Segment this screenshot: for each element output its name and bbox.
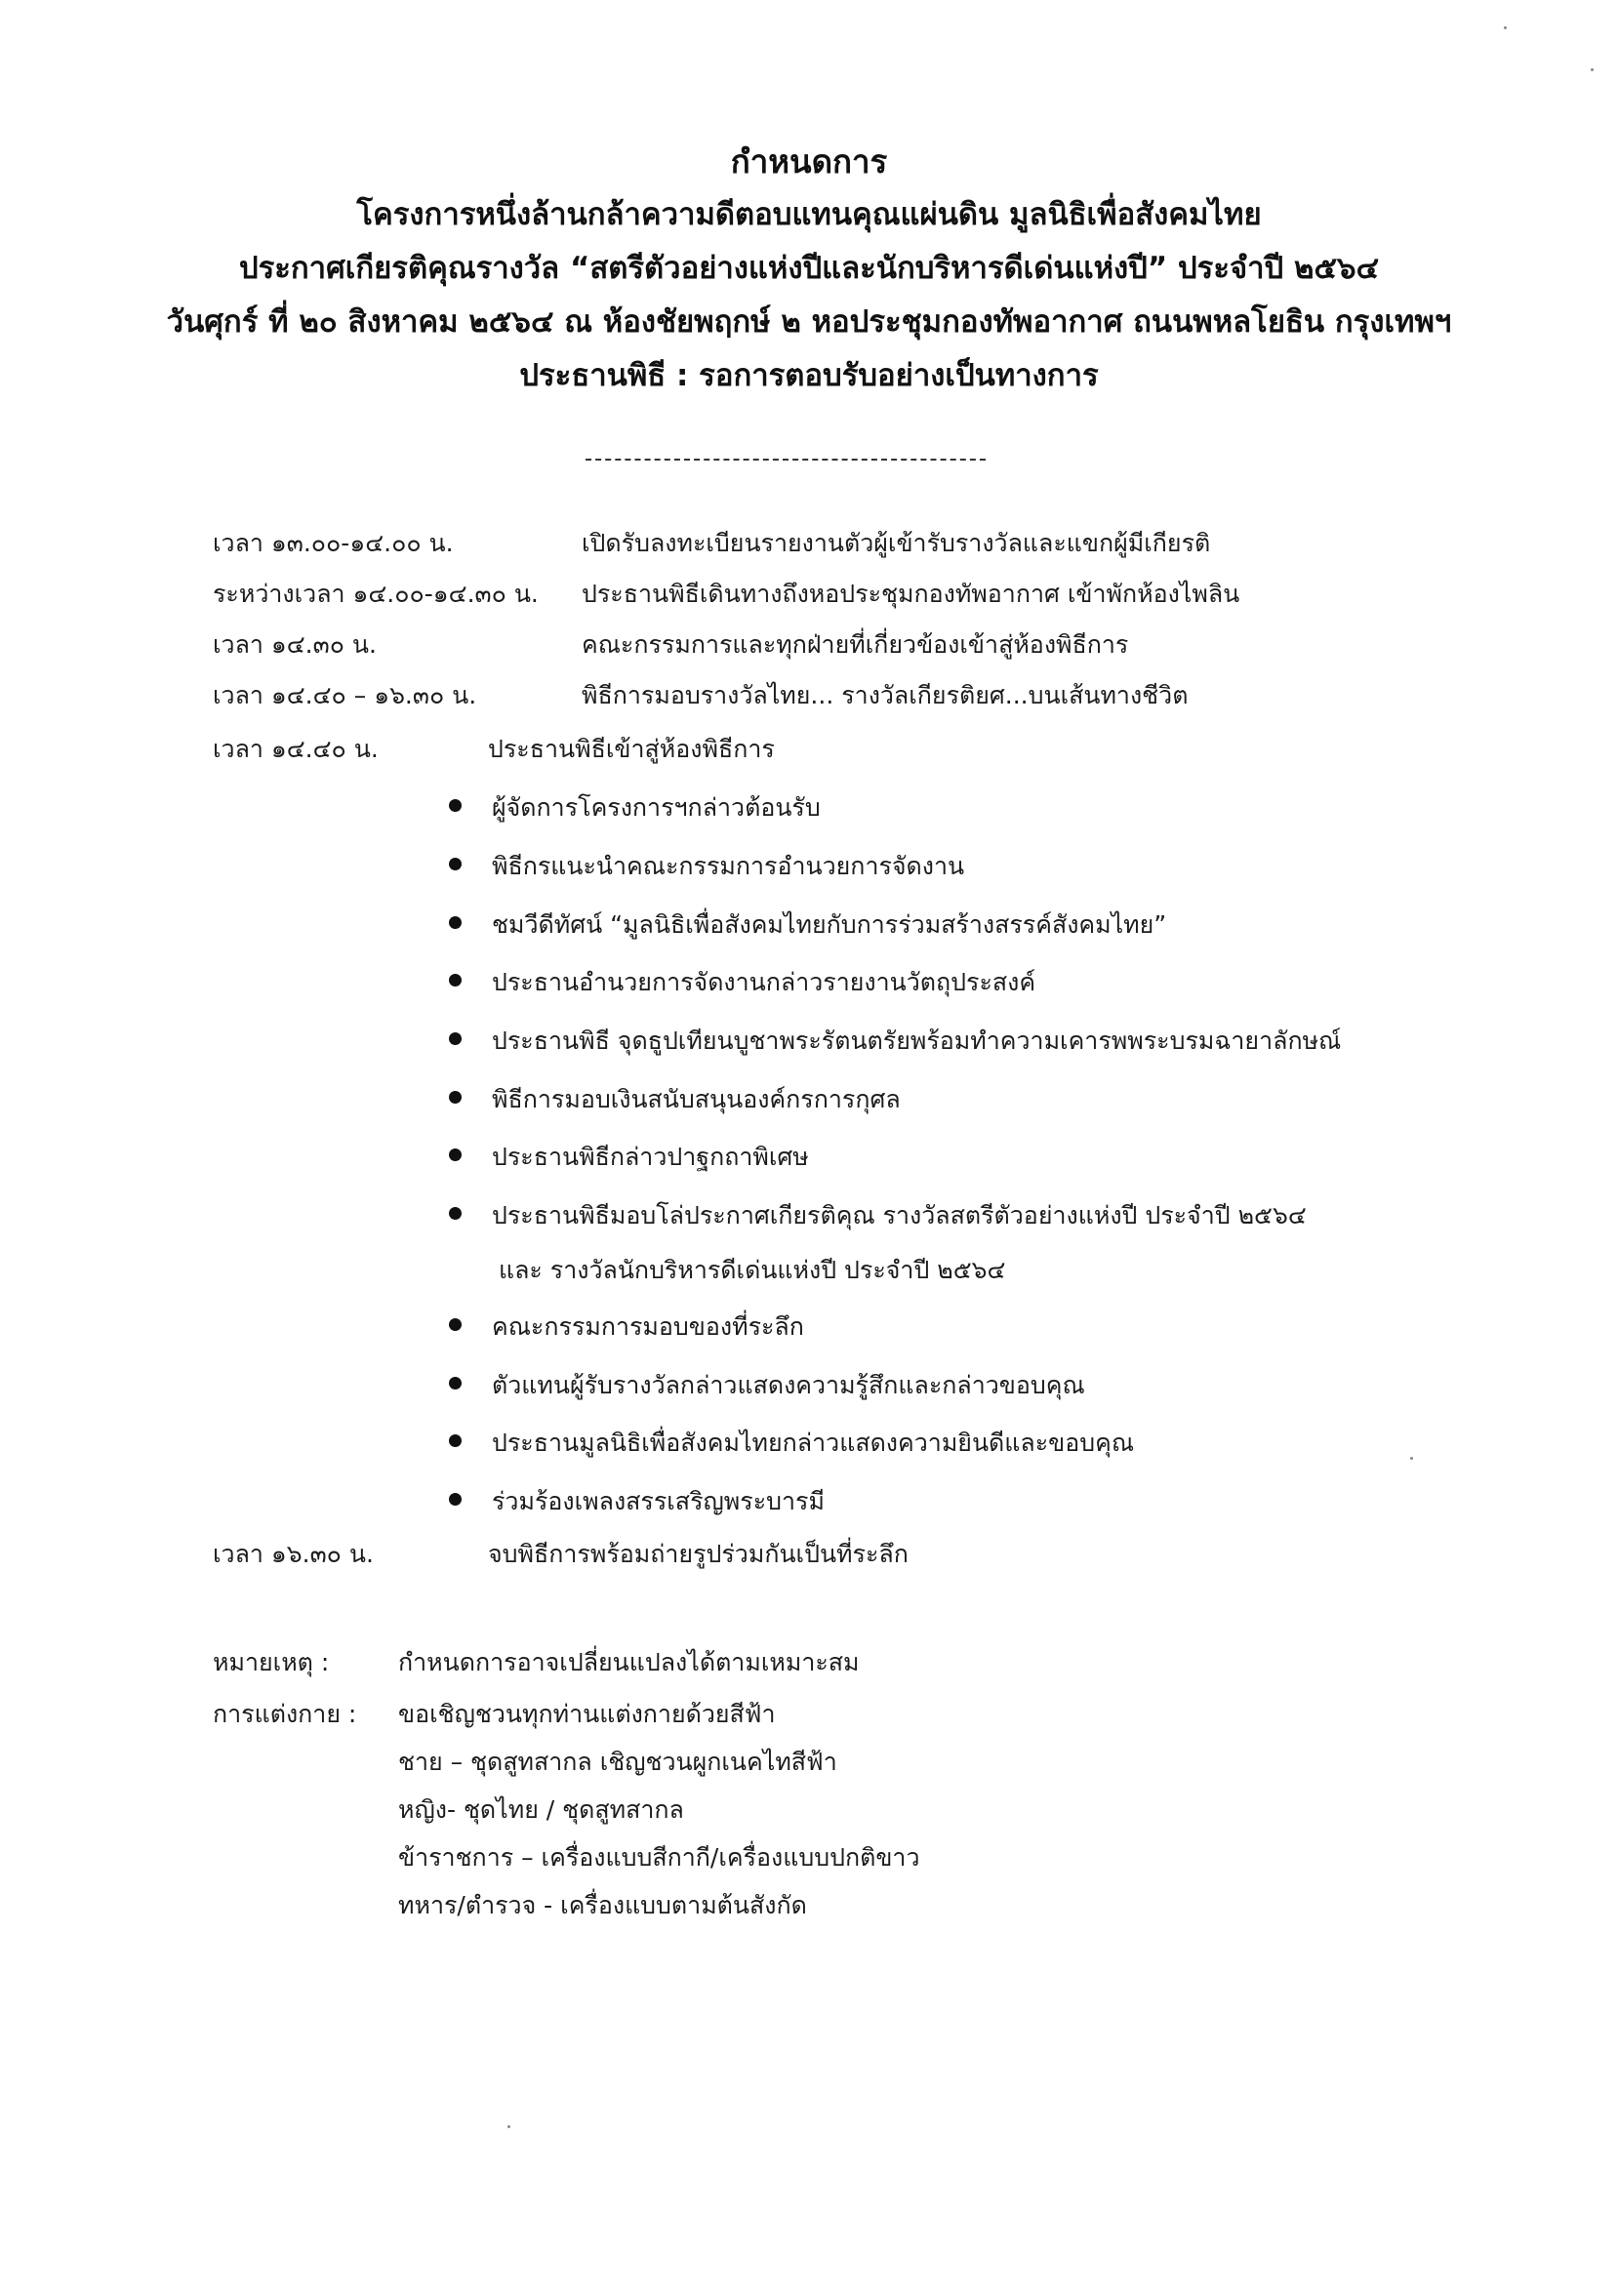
schedule-time: เวลา ๑๔.๓๐ น.: [213, 630, 377, 659]
list-item-text: พิธีการมอบเงินสนับสนุนองค์กรการกุศล: [492, 1085, 901, 1113]
bullet-icon: [449, 1434, 462, 1447]
list-item-text: คณะกรรมการมอบของที่ระลึก: [492, 1312, 804, 1341]
schedule-desc: ประธานพิธีเข้าสู่ห้องพิธีการ: [488, 735, 775, 763]
bullet-icon: [449, 858, 462, 870]
list-item-text: ผู้จัดการโครงการฯกล่าวต้อนรับ: [492, 793, 821, 822]
dress-code-line: ทหาร/ตำรวจ - เครื่องแบบตามต้นสังกัด: [398, 1891, 807, 1919]
dress-code-line: ขอเชิญชวนทุกท่านแต่งกายด้วยสีฟ้า: [398, 1700, 776, 1728]
schedule-desc: พิธีการมอบรางวัลไทย... รางวัลเกียรติยศ...บนเส้นทางชีวิต: [582, 681, 1189, 709]
schedule-desc: ประธานพิธีเดินทางถึงหอประชุมกองทัพอากาศ เข้าพักห้องไพลิน: [582, 580, 1240, 608]
bullet-icon: [449, 1032, 462, 1045]
remark-text: กำหนดการอาจเปลี่ยนแปลงได้ตามเหมาะสม: [398, 1648, 860, 1676]
bullet-icon: [449, 799, 462, 812]
schedule-desc: เปิดรับลงทะเบียนรายงานตัวผู้เข้ารับรางวัลและแขกผู้มีเกียรติ: [582, 529, 1211, 557]
date-venue-line: วันศุกร์ ที่ ๒๐ สิงหาคม ๒๕๖๔ ณ ห้องชัยพฤกษ์ ๒ หอประชุมกองทัพอากาศ ถนนพหลโยธิน กรุงเทพฯ: [166, 304, 1452, 340]
dashed-divider: [586, 459, 986, 461]
list-item-text: ประธานพิธีมอบโล่ประกาศเกียรติคุณ รางวัลสตรีตัวอย่างแห่งปี ประจำปี ๒๕๖๔: [492, 1201, 1307, 1229]
closing-time: เวลา ๑๖.๓๐ น.: [213, 1540, 374, 1568]
list-item-text: ตัวแทนผู้รับรางวัลกล่าวแสดงความรู้สึกและกล่าวขอบคุณ: [492, 1371, 1085, 1399]
list-item-text: ร่วมร้องเพลงสรรเสริญพระบารมี: [492, 1487, 825, 1515]
project-line: โครงการหนึ่งล้านกล้าความดีตอบแทนคุณแผ่นดิน มูลนิธิเพื่อสังคมไทย: [356, 197, 1262, 232]
scan-speck: [507, 2125, 510, 2128]
list-item-text: พิธีกรแนะนำคณะกรรมการอำนวยการจัดงาน: [492, 852, 965, 880]
scan-speck: [1591, 68, 1594, 71]
list-item-text: ประธานอำนวยการจัดงานกล่าวรายงานวัตถุประสงค์: [492, 968, 1036, 996]
list-item-text: ประธานมูลนิธิเพื่อสังคมไทยกล่าวแสดงความยินดีและขอบคุณ: [492, 1429, 1135, 1457]
bullet-icon: [449, 974, 462, 987]
dress-code-line: ชาย – ชุดสูทสากล เชิญชวนผูกเนคไทสีฟ้า: [398, 1748, 837, 1776]
remark-label: หมายเหตุ :: [213, 1648, 330, 1676]
schedule-time: เวลา ๑๔.๔๐ – ๑๖.๓๐ น.: [213, 681, 477, 709]
list-item-text: ประธานพิธี จุดธูปเทียนบูชาพระรัตนตรัยพร้อมทำความเคารพพระบรมฉายาลักษณ์: [492, 1027, 1342, 1055]
document-heading: [0, 135, 1618, 403]
list-item-text: ประธานพิธีกล่าวปาฐกถาพิเศษ: [492, 1143, 809, 1171]
chairperson-line: ประธานพิธี : รอการตอบรับอย่างเป็นทางการ: [519, 358, 1099, 393]
schedule-time: เวลา ๑๓.๐๐-๑๔.๐๐ น.: [213, 529, 454, 557]
dress-code-label: การแต่งกาย :: [213, 1700, 357, 1728]
bullet-icon: [449, 1091, 462, 1104]
bullet-icon: [449, 1318, 462, 1331]
scan-speck: [1504, 26, 1507, 29]
list-item-text: ชมวีดีทัศน์ “มูลนิธิเพื่อสังคมไทยกับการร่วมสร้างสรรค์สังคมไทย”: [492, 910, 1167, 939]
schedule-desc: คณะกรรมการและทุกฝ่ายที่เกี่ยวข้องเข้าสู่ห้องพิธีการ: [582, 630, 1129, 659]
list-item-continuation: และ รางวัลนักบริหารดีเด่นแห่งปี ประจำปี ๒๕๖๔: [499, 1256, 1006, 1284]
bullet-icon: [449, 1493, 462, 1506]
closing-desc: จบพิธีการพร้อมถ่ายรูปร่วมกันเป็นที่ระลึก: [488, 1540, 909, 1568]
award-line: ประกาศเกียรติคุณรางวัล “สตรีตัวอย่างแห่งปีและนักบริหารดีเด่นแห่งปี” ประจำปี ๒๕๖๔: [238, 251, 1380, 286]
dress-code-line: ข้าราชการ – เครื่องแบบสีกากี/เครื่องแบบปกติขาว: [398, 1843, 920, 1872]
bullet-icon: [449, 1207, 462, 1220]
bullet-icon: [449, 1148, 462, 1161]
schedule-time: เวลา ๑๔.๔๐ น.: [213, 735, 379, 763]
document-title: กำหนดการ: [730, 142, 888, 181]
bullet-icon: [449, 916, 462, 929]
dress-code-line: หญิง- ชุดไทย / ชุดสูทสากล: [398, 1795, 684, 1824]
bullet-icon: [449, 1377, 462, 1390]
schedule-time: ระหว่างเวลา ๑๔.๐๐-๑๔.๓๐ น.: [213, 580, 539, 608]
scan-speck: [1410, 1457, 1413, 1460]
